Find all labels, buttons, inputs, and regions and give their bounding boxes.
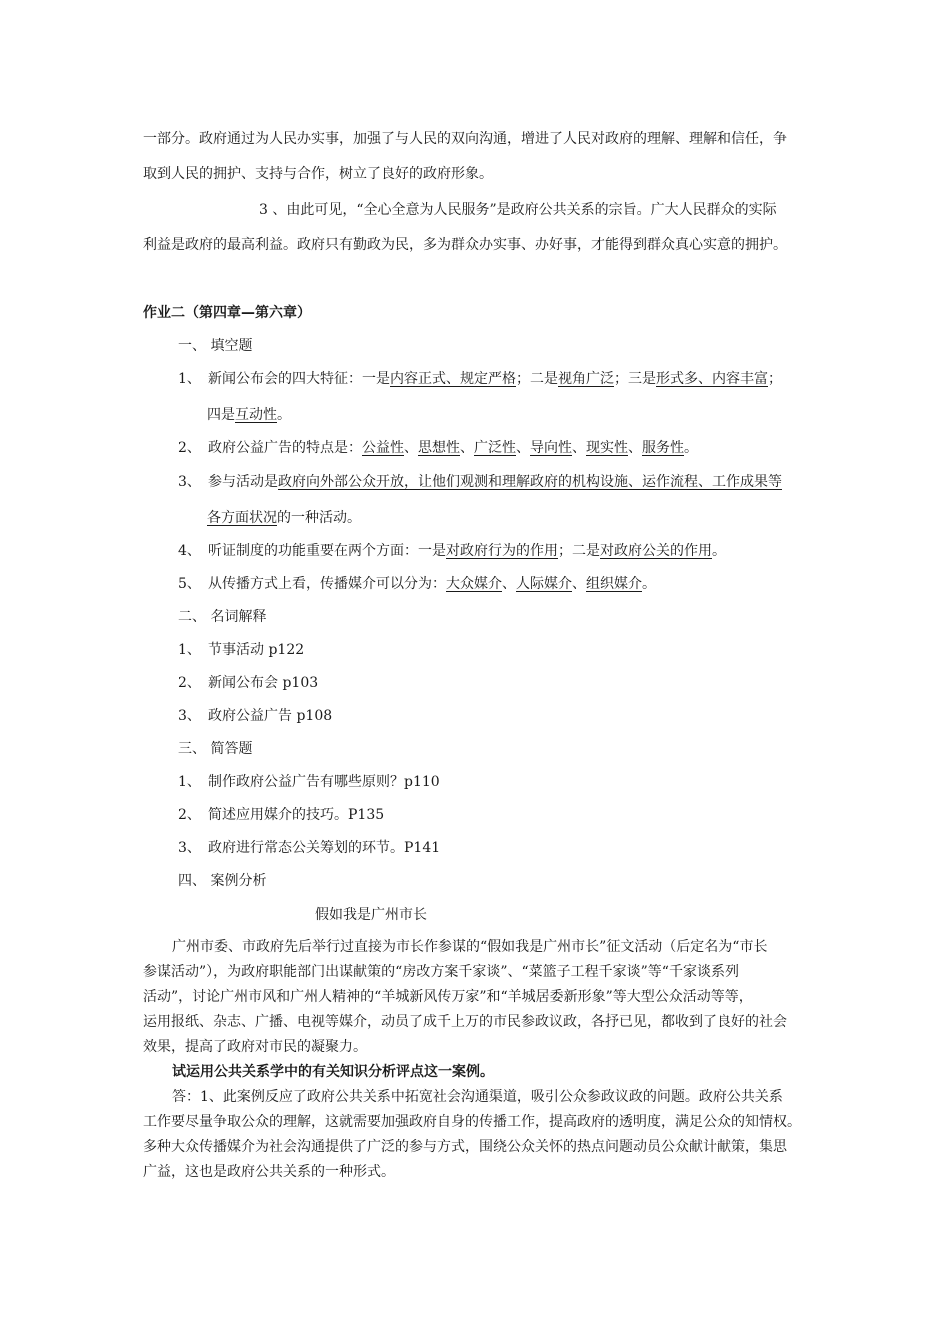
item-text: 。 [642, 576, 656, 592]
item-text: 政府进行常态公关筹划的环节。P141 [208, 840, 441, 856]
answer-blank: 各方面状况 [207, 510, 277, 526]
case-line-3: 活动”，讨论广州市风和广州人精神的“羊城新风传万家”和“羊城居委新形象”等大型公众活动等等， [143, 989, 753, 1005]
fill-item-5 [178, 574, 656, 594]
answer-blank: 人际媒介 [516, 576, 572, 592]
fill-item-4 [178, 541, 726, 561]
answer-blank: 视角广泛 [558, 371, 614, 387]
answer-line-3: 多种大众传播媒介为社会沟通提供了广泛的参与方式，围绕公众关怀的热点问题动员公众献计献策，集思 [143, 1139, 787, 1155]
item-number: 1、 [178, 774, 201, 790]
separator: 、 [460, 440, 474, 456]
fill-item-3-continuation [207, 508, 361, 528]
answer-line-1: 答：1、此案例反应了政府公共关系中拓宽社会沟通渠道，吸引公众参政议政的问题。政府公共关系 [172, 1089, 783, 1105]
item-number: 2、 [178, 675, 201, 691]
item-number: 2、 [178, 807, 201, 823]
answer-blank: 内容正式、规定严格 [390, 371, 516, 387]
answer-blank: 组织媒介 [586, 576, 642, 592]
item-number: 5、 [178, 576, 201, 592]
item-text: 四是 [207, 407, 235, 423]
answer-blank: 对政府行为的作用 [446, 543, 558, 559]
item-text: 新闻公布会 p103 [208, 675, 319, 691]
item-text: 从传播方式上看，传播媒介可以分为： [208, 576, 446, 592]
answer-blank: 互动性 [235, 407, 277, 423]
case-line-5: 效果，提高了政府对市民的凝聚力。 [143, 1039, 367, 1055]
section-2-heading: 二、 名词解释 [178, 609, 267, 625]
separator: 、 [572, 440, 586, 456]
intro-line-4: 利益是政府的最高利益。政府只有勤政为民，多为群众办实事、办好事，才能得到群众真心实意的拥护。 [143, 237, 787, 253]
answer-blank: 对政府公关的作用 [600, 543, 712, 559]
answer-blank: 现实性 [586, 440, 628, 456]
item-number: 3、 [178, 840, 201, 856]
item-text: 参与活动是 [208, 474, 278, 490]
fill-item-1 [178, 369, 782, 389]
fill-item-3 [178, 472, 782, 492]
answer-blank: 公益性 [362, 440, 404, 456]
item-number: 2、 [178, 440, 201, 456]
answer-blank: 广泛性 [474, 440, 516, 456]
answer-blank: 大众媒介 [446, 576, 502, 592]
section-1-heading: 一、 填空题 [178, 338, 253, 354]
item-text: 制作政府公益广告有哪些原则？p110 [208, 774, 440, 790]
item-number: 1、 [178, 642, 201, 658]
separator: 、 [628, 440, 642, 456]
case-line-2: 参谋活动”），为政府职能部门出谋献策的“房改方案千家谈”、“菜篮子工程千家谈”等“千家谈系列 [143, 964, 739, 980]
case-title: 假如我是广州市长 [315, 907, 427, 923]
intro-line-2: 取到人民的拥护、支持与合作，树立了良好的政府形象。 [143, 166, 493, 182]
item-text: 。 [712, 543, 726, 559]
item-text: ；三是 [614, 371, 656, 387]
answer-blank: 服务性 [642, 440, 684, 456]
question-item-2 [178, 805, 384, 825]
separator: 、 [516, 440, 530, 456]
answer-blank: 形式多、内容丰富 [656, 371, 768, 387]
answer-blank: 导向性 [530, 440, 572, 456]
item-text: 简述应用媒介的技巧。P135 [208, 807, 385, 823]
case-line-4: 运用报纸、杂志、广播、电视等媒介，动员了成千上万的市民参政议政，各抒已见，都收到了良好的社会 [143, 1014, 787, 1030]
item-text: 政府公益广告的特点是： [208, 440, 362, 456]
answer-blank: 思想性 [418, 440, 460, 456]
item-number: 1、 [178, 371, 201, 387]
term-item-3 [178, 706, 332, 726]
answer-line-2: 工作要尽量争取公众的理解，这就需要加强政府自身的传播工作，提高政府的透明度，满足公众的知情权。 [143, 1114, 801, 1130]
separator: 、 [404, 440, 418, 456]
item-text: 新闻公布会的四大特征：一是 [208, 371, 390, 387]
item-number: 4、 [178, 543, 201, 559]
question-item-1 [178, 772, 440, 792]
item-text: ；二是 [558, 543, 600, 559]
item-text: 。 [277, 407, 291, 423]
section-3-heading: 三、 简答题 [178, 741, 253, 757]
item-number: 3、 [178, 474, 201, 490]
item-text: 节事活动 p122 [208, 642, 305, 658]
item-text: 。 [684, 440, 698, 456]
item-text: ； [768, 371, 782, 387]
intro-line-1: 一部分。政府通过为人民办实事，加强了与人民的双向沟通，增进了人民对政府的理解、理解和信任，争 [143, 131, 787, 147]
answer-line-4: 广益，这也是政府公共关系的一种形式。 [143, 1164, 395, 1180]
case-question: 试运用公共关系学中的有关知识分析评点这一案例。 [172, 1064, 494, 1080]
separator: 、 [502, 576, 516, 592]
fill-item-2 [178, 438, 698, 458]
fill-item-1-continuation [207, 405, 291, 425]
case-line-1: 广州市委、市政府先后举行过直接为市长作参谋的“假如我是广州市长”征文活动（后定名为“市长 [172, 939, 768, 955]
item-text: 的一种活动。 [277, 510, 361, 526]
answer-blank: 政府向外部公众开放，让他们观测和理解政府的机构设施、运作流程、工作成果等 [278, 474, 782, 490]
section-4-heading: 四、 案例分析 [178, 873, 267, 889]
separator: 、 [572, 576, 586, 592]
item-text: ；二是 [516, 371, 558, 387]
item-number: 3、 [178, 708, 201, 724]
term-item-2 [178, 673, 318, 693]
assignment-title: 作业二（第四章—第六章） [143, 305, 311, 321]
item-text: 政府公益广告 p108 [208, 708, 333, 724]
term-item-1 [178, 640, 304, 660]
item-text: 听证制度的功能重要在两个方面：一是 [208, 543, 446, 559]
question-item-3 [178, 838, 440, 858]
intro-line-3: 3 、由此可见，“全心全意为人民服务”是政府公共关系的宗旨。广大人民群众的实际 [259, 202, 777, 218]
